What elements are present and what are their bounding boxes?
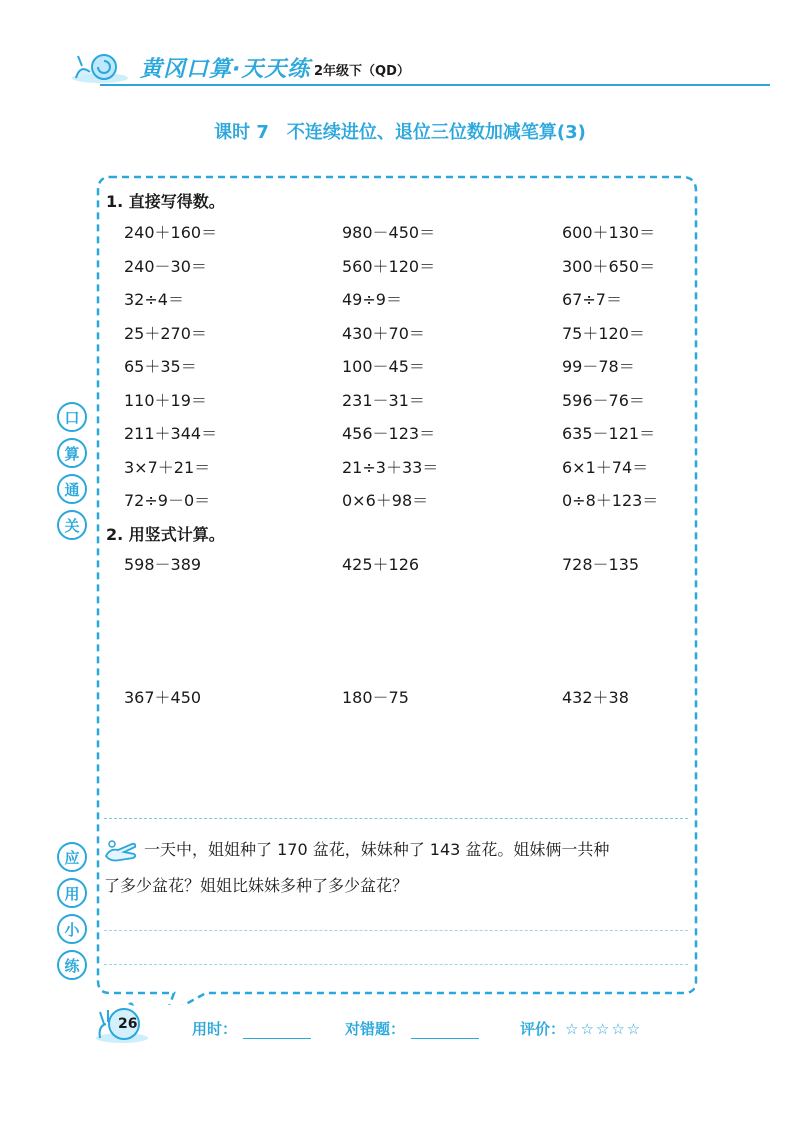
errors-field — [345, 1018, 479, 1039]
header-divider — [100, 84, 770, 86]
problem-cell: 99－78＝ — [562, 357, 635, 376]
problem-cell: 456－123＝ — [342, 424, 436, 443]
problem-cell: 300＋650＝ — [562, 256, 656, 276]
rating-field — [520, 1018, 642, 1039]
problem-cell: 598－389 — [124, 555, 202, 574]
problem-cell: 21÷3＋33＝ — [342, 457, 439, 477]
pointing-hand-icon — [104, 838, 140, 864]
rating-stars: ☆☆☆☆☆ — [565, 1020, 643, 1038]
problem-cell: 980－450＝ — [342, 223, 436, 242]
table-row — [124, 254, 684, 288]
rating-label: 评价： — [520, 1020, 566, 1038]
table-row — [124, 421, 684, 455]
problem-cell: 425＋126 — [342, 555, 420, 574]
answer-line — [104, 930, 688, 931]
problem-cell: 65＋35＝ — [124, 357, 197, 376]
problem-cell: 110＋19＝ — [124, 390, 207, 410]
table-row — [124, 685, 684, 719]
problem-cell: 32÷4＝ — [124, 290, 184, 309]
word-problem-line — [104, 832, 694, 868]
side-tag: 算 — [57, 438, 87, 468]
answer-line — [104, 964, 688, 965]
table-row — [124, 455, 684, 489]
problem-cell: 100－45＝ — [342, 357, 425, 376]
problem-cell: 432＋38 — [562, 688, 629, 707]
problem-cell: 0÷8＋123＝ — [562, 491, 659, 510]
problem-cell: 430＋70＝ — [342, 323, 425, 343]
word-problem-text-1: 一天中，姐姐种了 170 盆花，妹妹种了 143 盆花。姐妹俩一共种 — [144, 840, 610, 859]
side-tag: 用 — [57, 878, 87, 908]
table-row — [124, 488, 684, 522]
problem-cell: 231－31＝ — [342, 390, 425, 410]
problem-cell: 72÷9－0＝ — [124, 491, 211, 510]
problem-cell: 0×6＋98＝ — [342, 491, 429, 510]
section1-title: 1. 直接写得数。 — [106, 192, 225, 211]
grade-label: 2年级下（QD） — [314, 64, 410, 79]
side-tag: 通 — [57, 474, 87, 504]
vertical-calc-row-1 — [124, 552, 684, 586]
brand-title: 黄冈口算·天天练 — [140, 57, 311, 82]
side-tag: 关 — [57, 510, 87, 540]
problem-cell: 180－75 — [342, 688, 409, 707]
table-row — [124, 287, 684, 321]
page-number: 26 — [118, 1016, 138, 1032]
lesson-title: 课时 7 不连续进位、退位三位数加减笔算(3) — [214, 122, 586, 143]
vertical-calc-row-2 — [124, 685, 684, 719]
table-row — [124, 321, 684, 355]
problem-cell: 560＋120＝ — [342, 256, 436, 276]
problem-cell: 49÷9＝ — [342, 290, 402, 309]
page-header — [70, 48, 770, 88]
problem-cell: 240－30＝ — [124, 256, 207, 276]
side-tags-oral-calc — [57, 402, 87, 546]
problem-cell: 240＋160＝ — [124, 223, 218, 242]
problem-cell: 367＋450 — [124, 688, 202, 707]
mental-math-grid — [124, 220, 684, 522]
time-spent-field — [192, 1018, 311, 1039]
table-row — [124, 388, 684, 422]
table-row — [124, 220, 684, 254]
snail-logo-icon — [70, 50, 130, 84]
problem-cell: 596－76＝ — [562, 390, 645, 410]
problem-cell: 25＋270＝ — [124, 323, 207, 343]
problem-cell: 6×1＋74＝ — [562, 457, 649, 477]
section2-title: 2. 用竖式计算。 — [106, 525, 225, 544]
table-row — [124, 354, 684, 388]
side-tag: 小 — [57, 914, 87, 944]
time-label: 用时： — [192, 1020, 238, 1038]
problem-cell: 75＋120＝ — [562, 323, 645, 343]
side-tags-application — [57, 842, 87, 986]
problem-cell: 600＋130＝ — [562, 223, 656, 242]
table-row — [124, 552, 684, 586]
errors-blank — [411, 1024, 479, 1039]
problem-cell: 67÷7＝ — [562, 290, 622, 309]
side-tag: 应 — [57, 842, 87, 872]
errors-label: 对错题： — [345, 1020, 406, 1038]
time-blank — [243, 1024, 311, 1039]
word-problem — [104, 832, 694, 904]
section-divider — [104, 818, 688, 819]
side-tag: 口 — [57, 402, 87, 432]
problem-cell: 211＋344＝ — [124, 424, 218, 443]
side-tag: 练 — [57, 950, 87, 980]
problem-cell: 635－121＝ — [562, 424, 656, 443]
problem-cell: 728－135 — [562, 555, 640, 574]
problem-cell: 3×7＋21＝ — [124, 457, 211, 477]
word-problem-text-2: 了多少盆花？姐姐比妹妹多种了多少盆花？ — [104, 876, 409, 895]
